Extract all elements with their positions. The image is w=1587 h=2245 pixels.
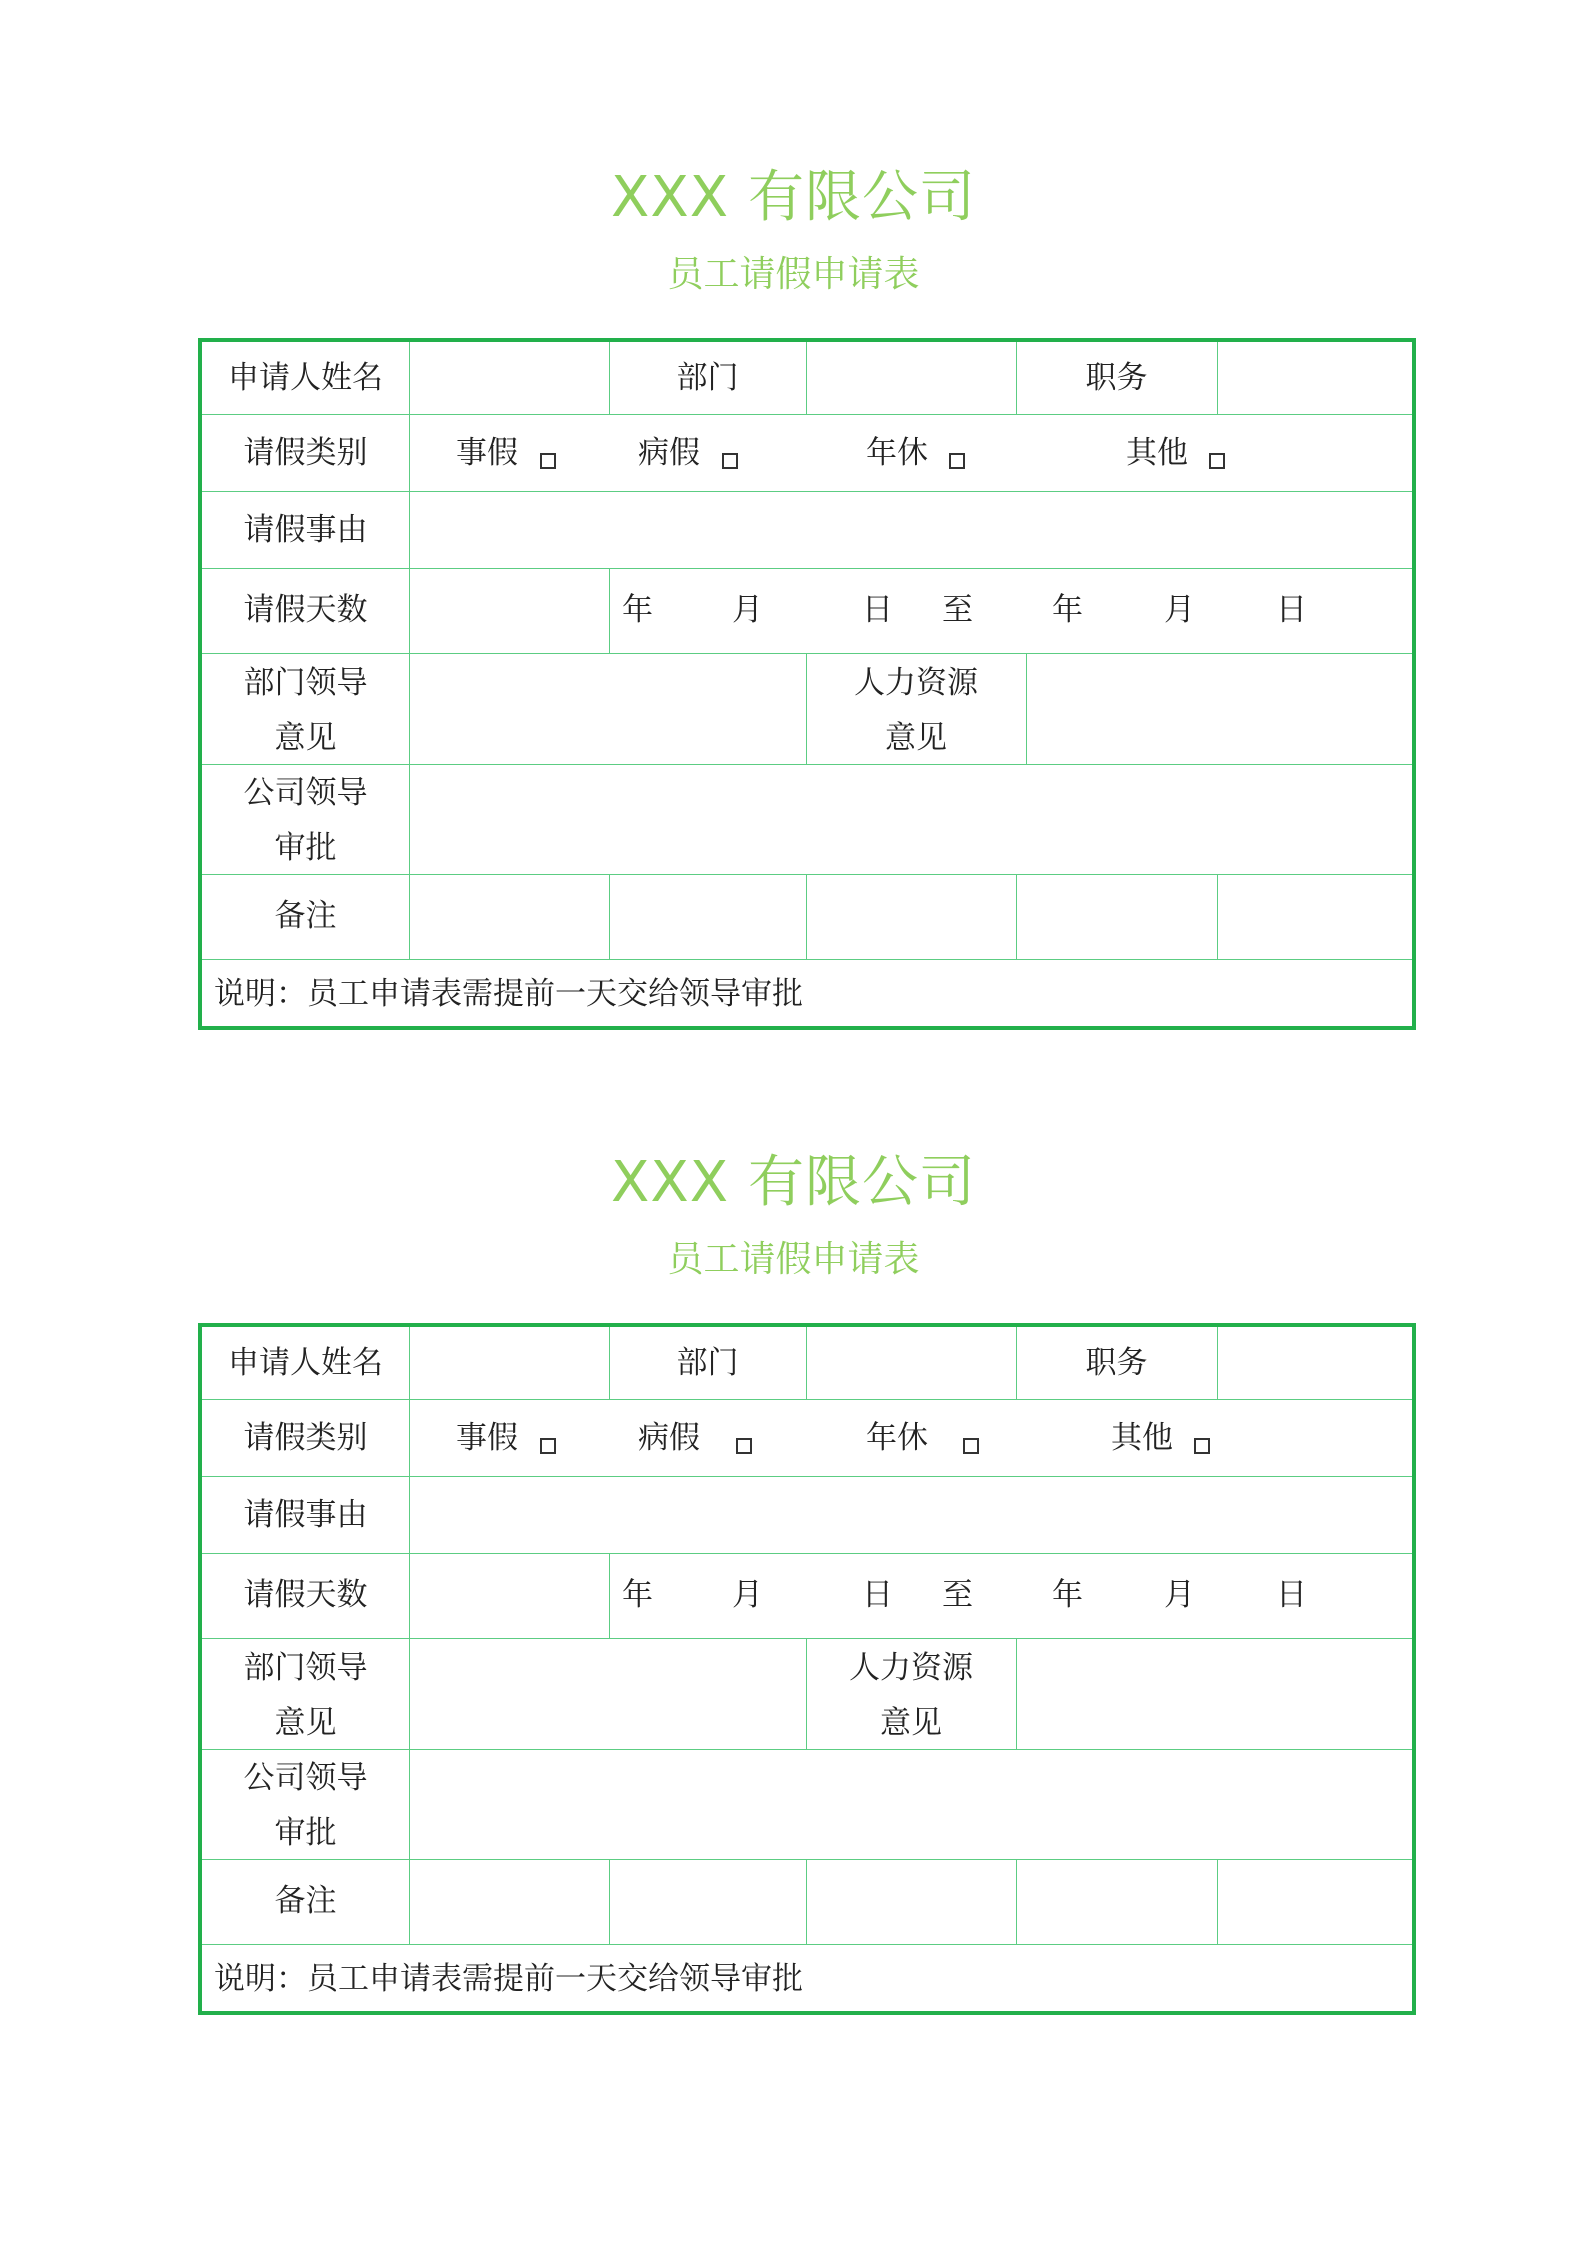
col-divider [1016, 874, 1017, 959]
department-label: 部门 [676, 1345, 739, 1381]
end-month-label: 月 [1164, 1577, 1195, 1613]
checkbox-annual-leave[interactable] [949, 453, 965, 469]
start-day-label: 日 [862, 592, 893, 628]
checkbox-sick-leave[interactable] [722, 453, 738, 469]
col-divider [1217, 1859, 1218, 1944]
row-divider [202, 1638, 1412, 1639]
to-label: 至 [942, 592, 973, 628]
form-subtitle: 员工请假申请表 [667, 1239, 920, 1280]
remarks-label: 备注 [274, 898, 337, 934]
company-leader-approval-label-2: 审批 [274, 1815, 337, 1851]
leave-reason-label: 请假事由 [243, 512, 368, 548]
leave-table [198, 338, 1416, 1030]
department-label: 部门 [676, 360, 739, 396]
row-divider [202, 414, 1412, 415]
dept-leader-opinion-label-2: 意见 [274, 1705, 337, 1741]
row-divider [202, 491, 1412, 492]
col-divider [806, 874, 807, 959]
dept-leader-opinion-label-2: 意见 [274, 720, 337, 756]
applicant-name-label: 申请人姓名 [228, 360, 383, 396]
start-year-label: 年 [622, 1577, 653, 1613]
applicant-name-label: 申请人姓名 [228, 1345, 383, 1381]
checkbox-personal-leave[interactable] [540, 453, 556, 469]
col-divider [609, 874, 610, 959]
hr-opinion-label-2: 意见 [885, 720, 947, 756]
row-divider [202, 1476, 1412, 1477]
row-divider [202, 1553, 1412, 1554]
col-divider [1217, 1327, 1218, 1399]
hr-opinion-label-2: 意见 [880, 1705, 942, 1741]
col-divider [1026, 653, 1027, 764]
col-divider [806, 1859, 807, 1944]
company-title: XXX 有限公司 [611, 165, 976, 230]
row-divider [202, 1399, 1412, 1400]
company-leader-approval-label-2: 审批 [274, 830, 337, 866]
dept-leader-opinion-label: 部门领导 [243, 1650, 368, 1686]
end-day-label: 日 [1276, 1577, 1307, 1613]
remarks-label: 备注 [274, 1883, 337, 1919]
col-divider [1217, 342, 1218, 414]
col-divider [609, 1553, 610, 1638]
col-divider [806, 342, 807, 414]
leave-option-sick: 病假 [638, 1420, 700, 1456]
leave-option-personal: 事假 [456, 435, 518, 471]
leave-reason-label: 请假事由 [243, 1497, 368, 1533]
col-divider [1016, 1638, 1017, 1749]
position-label: 职务 [1085, 360, 1148, 396]
leave-days-label: 请假天数 [243, 592, 368, 628]
start-month-label: 月 [732, 1577, 763, 1613]
leave-option-sick: 病假 [638, 435, 700, 471]
leave-table [198, 1323, 1416, 2015]
position-label: 职务 [1085, 1345, 1148, 1381]
hr-opinion-label: 人力资源 [854, 665, 978, 701]
form-note: 说明：员工申请表需提前一天交给领导审批 [214, 1961, 803, 1997]
col-divider [1016, 1859, 1017, 1944]
start-month-label: 月 [732, 592, 763, 628]
leave-option-personal: 事假 [456, 1420, 518, 1456]
to-label: 至 [942, 1577, 973, 1613]
leave-option-other: 其他 [1111, 1420, 1173, 1456]
row-divider [202, 1944, 1412, 1945]
checkbox-other-leave[interactable] [1194, 1438, 1210, 1454]
company-leader-approval-label: 公司领导 [243, 775, 368, 811]
end-year-label: 年 [1052, 1577, 1083, 1613]
col-divider [409, 1327, 410, 1944]
col-divider [409, 342, 410, 959]
checkbox-sick-leave[interactable] [736, 1438, 752, 1454]
end-year-label: 年 [1052, 592, 1083, 628]
leave-type-label: 请假类别 [243, 435, 368, 471]
hr-opinion-label: 人力资源 [849, 1650, 973, 1686]
row-divider [202, 568, 1412, 569]
dept-leader-opinion-label: 部门领导 [243, 665, 368, 701]
company-title: XXX 有限公司 [611, 1150, 976, 1215]
start-year-label: 年 [622, 592, 653, 628]
checkbox-personal-leave[interactable] [540, 1438, 556, 1454]
start-day-label: 日 [862, 1577, 893, 1613]
checkbox-annual-leave[interactable] [963, 1438, 979, 1454]
form-subtitle: 员工请假申请表 [667, 254, 920, 295]
col-divider [806, 1327, 807, 1399]
leave-days-label: 请假天数 [243, 1577, 368, 1613]
col-divider [609, 1859, 610, 1944]
leave-type-label: 请假类别 [243, 1420, 368, 1456]
checkbox-other-leave[interactable] [1209, 453, 1225, 469]
col-divider [609, 568, 610, 653]
company-leader-approval-label: 公司领导 [243, 1760, 368, 1796]
leave-option-other: 其他 [1126, 435, 1188, 471]
end-day-label: 日 [1276, 592, 1307, 628]
leave-option-annual: 年休 [866, 1420, 928, 1456]
row-divider [202, 959, 1412, 960]
form-note: 说明：员工申请表需提前一天交给领导审批 [214, 976, 803, 1012]
end-month-label: 月 [1164, 592, 1195, 628]
row-divider [202, 653, 1412, 654]
leave-option-annual: 年休 [866, 435, 928, 471]
col-divider [1217, 874, 1218, 959]
